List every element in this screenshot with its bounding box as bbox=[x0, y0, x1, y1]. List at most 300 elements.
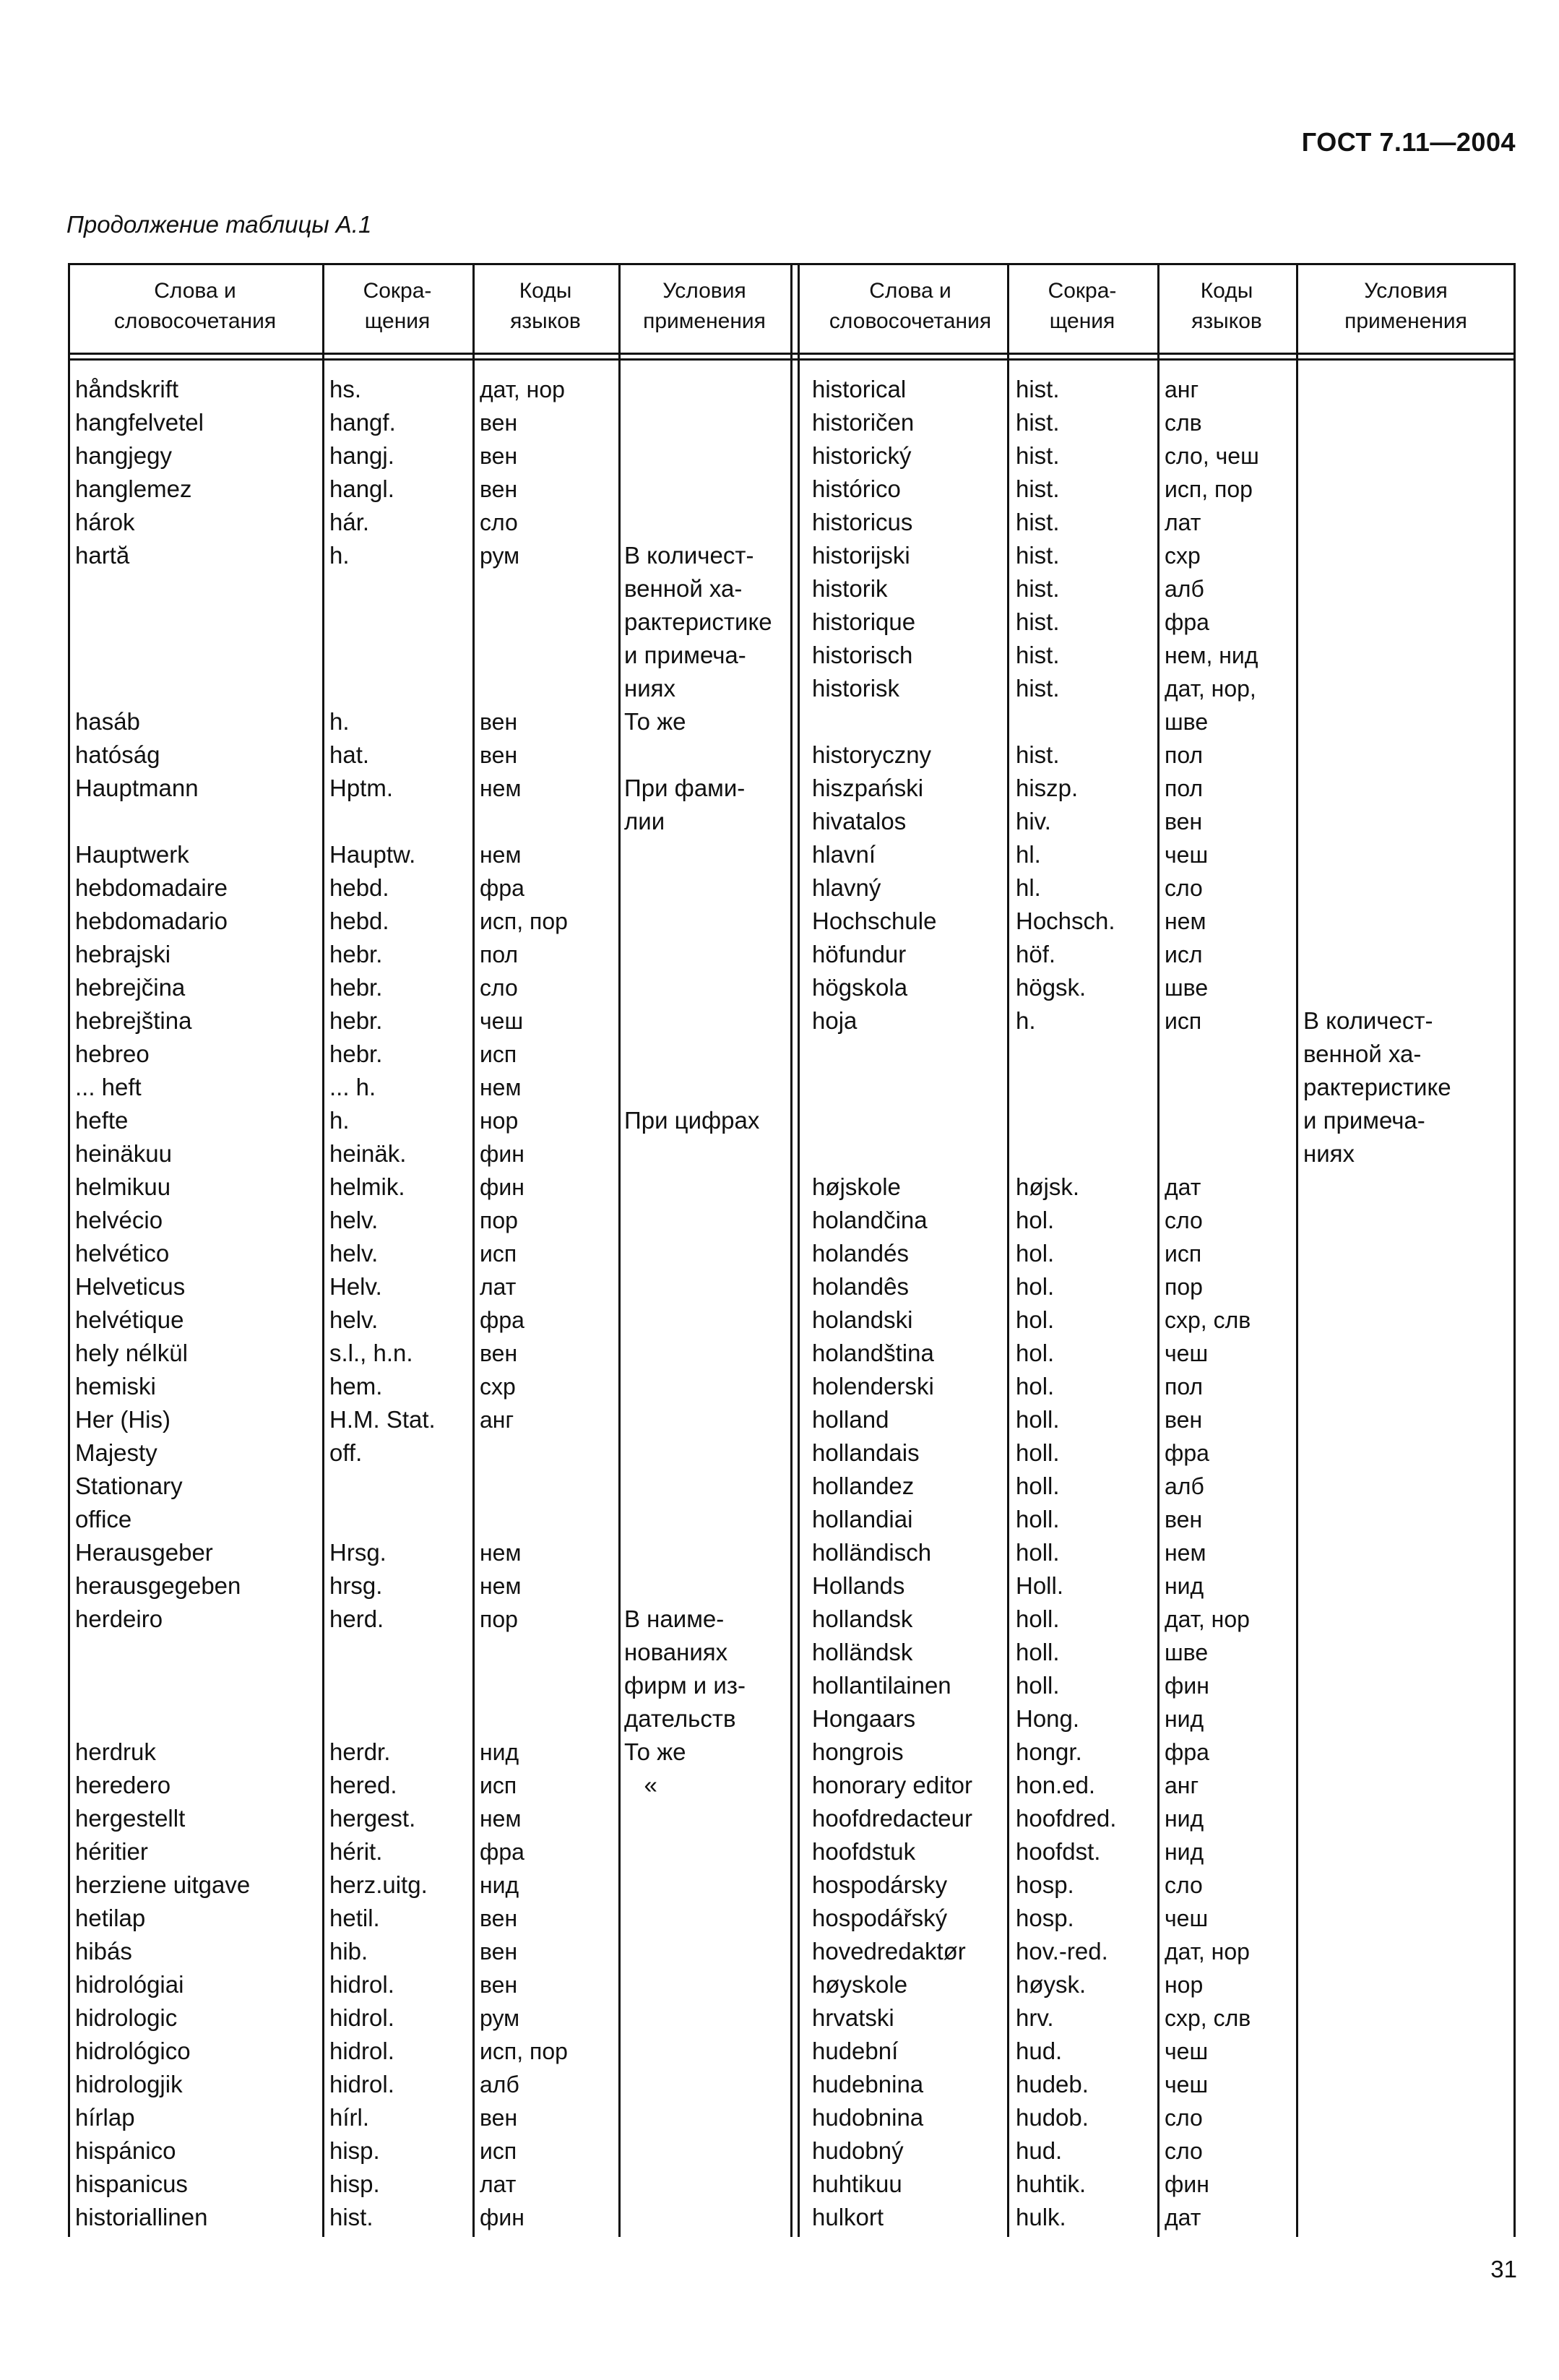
language-code-cell: лат bbox=[1165, 509, 1201, 535]
column-header: Коды языков bbox=[510, 279, 581, 333]
abbreviation-cell: hov.-red. bbox=[1016, 1938, 1108, 1965]
column-divider bbox=[618, 263, 621, 2237]
abbreviation-cell: hidrol. bbox=[329, 2071, 394, 2097]
term-cell: hulkort bbox=[812, 2204, 884, 2230]
language-code-cell: пол bbox=[480, 941, 519, 967]
language-code-cell: дат, нор, bbox=[1165, 676, 1256, 702]
language-code-cell: шве bbox=[1165, 709, 1209, 735]
language-code-cell: фра bbox=[1165, 1739, 1209, 1765]
usage-condition: В количест- венной ха- рактеристике и примеча- ниях bbox=[624, 542, 772, 702]
term-cell: hangfelvetel bbox=[75, 409, 204, 436]
term-cell: holland bbox=[812, 1406, 889, 1433]
abbreviation-cell: Hptm. bbox=[329, 775, 394, 801]
abbreviation-cell: hangf. bbox=[329, 409, 396, 436]
language-code-cell: фра bbox=[480, 875, 524, 901]
language-code-cell: фра bbox=[480, 1307, 524, 1333]
language-code-cell: нем bbox=[480, 1540, 522, 1566]
abbreviation-cell: holl. bbox=[1016, 1506, 1060, 1532]
term-cell: helvécio bbox=[75, 1207, 163, 1233]
column-divider bbox=[798, 263, 800, 2237]
language-code-cell: чеш bbox=[1165, 2071, 1209, 2097]
term-cell: hergestellt bbox=[75, 1805, 186, 1832]
language-code-cell: фра bbox=[1165, 1440, 1209, 1466]
abbreviation-cell: hist. bbox=[1016, 608, 1060, 635]
language-code-cell: нид bbox=[480, 1872, 519, 1898]
term-cell: hidrológiai bbox=[75, 1971, 184, 1998]
language-code-cell: вен bbox=[480, 2105, 518, 2131]
term-cell: hasáb bbox=[75, 708, 140, 735]
term-cell: historický bbox=[812, 442, 912, 469]
abbreviation-cell: h. bbox=[1016, 1007, 1036, 1034]
language-code-cell: рум bbox=[480, 543, 520, 569]
term-cell: historyczny bbox=[812, 741, 932, 768]
term-cell: hebreo bbox=[75, 1040, 150, 1067]
abbreviation-cell: ... h. bbox=[329, 1074, 376, 1100]
language-code-cell: слв bbox=[1165, 410, 1202, 436]
language-code-cell: сло bbox=[1165, 875, 1203, 901]
language-code-cell: нем bbox=[480, 1573, 522, 1599]
term-cell: heinäkuu bbox=[75, 1140, 172, 1167]
term-cell: hanglemez bbox=[75, 475, 192, 502]
term-cell: hongrois bbox=[812, 1738, 904, 1765]
language-code-cell: схр, слв bbox=[1165, 2005, 1251, 2031]
language-code-cell: нем bbox=[480, 775, 522, 801]
term-cell: hospodářský bbox=[812, 1905, 948, 1931]
language-code-cell: вен bbox=[1165, 1407, 1203, 1433]
abbreviation-cell: hisp. bbox=[329, 2137, 380, 2164]
language-code-cell: лат bbox=[480, 1274, 517, 1300]
language-code-cell: сло bbox=[1165, 1872, 1203, 1898]
language-code-cell: сло bbox=[1165, 2138, 1203, 2164]
abbreviation-cell: hol. bbox=[1016, 1306, 1055, 1333]
abbreviation-cell: hist. bbox=[1016, 642, 1060, 668]
abbreviation-cell: hist. bbox=[1016, 741, 1060, 768]
term-cell: hemiski bbox=[75, 1373, 156, 1400]
abbreviation-cell: hebr. bbox=[329, 1007, 383, 1034]
language-code-cell: нид bbox=[1165, 1706, 1204, 1732]
language-code-cell: рум bbox=[480, 2005, 520, 2031]
column-header: Слова и словосочетания bbox=[829, 279, 992, 333]
term-cell: helvético bbox=[75, 1240, 170, 1267]
term-cell: hispanicus bbox=[75, 2170, 188, 2197]
abbreviation-cell: højsk. bbox=[1016, 1173, 1080, 1200]
abbreviation-table bbox=[68, 263, 1516, 2237]
abbreviation-cell: høysk. bbox=[1016, 1971, 1087, 1998]
language-code-cell: исп bbox=[1165, 1241, 1202, 1267]
abbreviation-cell: helv. bbox=[329, 1240, 379, 1267]
term-cell: helmikuu bbox=[75, 1173, 171, 1200]
abbreviation-cell: hosp. bbox=[1016, 1871, 1074, 1898]
term-cell: office bbox=[75, 1506, 132, 1532]
abbreviation-cell: hulk. bbox=[1016, 2204, 1066, 2230]
term-cell: héritier bbox=[75, 1838, 148, 1865]
term-cell: holenderski bbox=[812, 1373, 934, 1400]
abbreviation-cell: hiv. bbox=[1016, 808, 1051, 835]
language-code-cell: фин bbox=[480, 1174, 524, 1200]
abbreviation-cell: hrsg. bbox=[329, 1572, 383, 1599]
language-code-cell: шве bbox=[1165, 1639, 1209, 1665]
language-code-cell: нем, нид bbox=[1165, 642, 1258, 668]
column-header: Условия применения bbox=[1344, 279, 1467, 333]
term-cell: holandês bbox=[812, 1273, 909, 1300]
term-cell: hollantilainen bbox=[812, 1672, 951, 1699]
language-code-cell: вен bbox=[480, 476, 518, 502]
term-cell: hatóság bbox=[75, 741, 160, 768]
term-cell: holandčina bbox=[812, 1207, 928, 1233]
abbreviation-cell: h. bbox=[329, 1107, 350, 1134]
abbreviation-cell: Hong. bbox=[1016, 1705, 1080, 1732]
term-cell: honorary editor bbox=[812, 1772, 972, 1798]
term-cell: hoofdstuk bbox=[812, 1838, 916, 1865]
term-cell: huhtikuu bbox=[812, 2170, 902, 2197]
abbreviation-cell: hisp. bbox=[329, 2170, 380, 2197]
abbreviation-cell: hosp. bbox=[1016, 1905, 1074, 1931]
usage-condition: При цифрах bbox=[624, 1107, 760, 1134]
language-code-cell: схр, слв bbox=[1165, 1307, 1251, 1333]
language-code-cell: сло bbox=[480, 975, 518, 1001]
abbreviation-cell: hírl. bbox=[329, 2104, 370, 2131]
language-code-cell: вен bbox=[1165, 1506, 1203, 1532]
term-cell: herdeiro bbox=[75, 1605, 163, 1632]
usage-condition: При фами- лии bbox=[624, 775, 746, 835]
abbreviation-cell: hoofdred. bbox=[1016, 1805, 1117, 1832]
language-code-cell: вен bbox=[480, 1939, 518, 1965]
language-code-cell: вен bbox=[480, 1905, 518, 1931]
language-code-cell: пор bbox=[480, 1606, 518, 1632]
abbreviation-cell: högsk. bbox=[1016, 974, 1087, 1001]
abbreviation-cell: hud. bbox=[1016, 2137, 1063, 2164]
term-cell: hollandais bbox=[812, 1439, 920, 1466]
term-cell: Helveticus bbox=[75, 1273, 186, 1300]
language-code-cell: вен bbox=[480, 410, 518, 436]
term-cell: hospodársky bbox=[812, 1871, 948, 1898]
abbreviation-cell: off. bbox=[329, 1439, 363, 1466]
language-code-cell: сло bbox=[1165, 2105, 1203, 2131]
language-code-cell: дат bbox=[1165, 2204, 1201, 2230]
language-code-cell: исп bbox=[480, 1772, 517, 1798]
abbreviation-cell: hár. bbox=[329, 509, 370, 535]
term-cell: hollandez bbox=[812, 1473, 915, 1499]
language-code-cell: нид bbox=[1165, 1806, 1204, 1832]
abbreviation-cell: hl. bbox=[1016, 874, 1041, 901]
language-code-cell: фин bbox=[480, 2204, 524, 2230]
language-code-cell: схр bbox=[1165, 543, 1201, 569]
abbreviation-cell: hudob. bbox=[1016, 2104, 1089, 2131]
abbreviation-cell: hongr. bbox=[1016, 1738, 1082, 1765]
abbreviation-cell: hib. bbox=[329, 1938, 368, 1965]
abbreviation-cell: hon.ed. bbox=[1016, 1772, 1096, 1798]
language-code-cell: анг bbox=[1165, 1772, 1199, 1798]
abbreviation-cell: hetil. bbox=[329, 1905, 380, 1931]
language-code-cell: нид bbox=[1165, 1839, 1204, 1865]
term-cell: hudobný bbox=[812, 2137, 904, 2164]
language-code-cell: алб bbox=[1165, 1473, 1204, 1499]
term-cell: hebrejčina bbox=[75, 974, 186, 1001]
language-code-cell: фин bbox=[480, 1141, 524, 1167]
abbreviation-cell: holl. bbox=[1016, 1439, 1060, 1466]
language-code-cell: нор bbox=[480, 1108, 519, 1134]
term-cell: hárok bbox=[75, 509, 135, 535]
abbreviation-cell: hangl. bbox=[329, 475, 394, 502]
language-code-cell: алб bbox=[480, 2071, 519, 2097]
column-header: Сокра- щения bbox=[363, 279, 432, 333]
language-code-cell: нор bbox=[1165, 1972, 1204, 1998]
term-cell: herdruk bbox=[75, 1738, 156, 1765]
language-code-cell: схр bbox=[480, 1374, 516, 1400]
term-cell: hefte bbox=[75, 1107, 129, 1134]
abbreviation-cell: Holl. bbox=[1016, 1572, 1064, 1599]
abbreviation-cell: herdr. bbox=[329, 1738, 391, 1765]
term-cell: heredero bbox=[75, 1772, 171, 1798]
column-divider bbox=[1157, 263, 1159, 2237]
term-cell: høyskole bbox=[812, 1971, 908, 1998]
language-code-cell: дат, нор bbox=[480, 376, 565, 402]
term-cell: Hollands bbox=[812, 1572, 905, 1599]
term-cell: hoofdredacteur bbox=[812, 1805, 972, 1832]
column-divider bbox=[68, 263, 70, 2237]
language-code-cell: исп bbox=[480, 1041, 517, 1067]
abbreviation-cell: hol. bbox=[1016, 1207, 1055, 1233]
term-cell: Majesty bbox=[75, 1439, 157, 1466]
term-cell: herausgegeben bbox=[75, 1572, 241, 1599]
abbreviation-cell: hist. bbox=[1016, 575, 1060, 602]
table-caption: Продолжение таблицы А.1 bbox=[66, 211, 372, 238]
language-code-cell: исп, пор bbox=[480, 908, 568, 934]
abbreviation-cell: hist. bbox=[329, 2204, 373, 2230]
language-code-cell: исп, пор bbox=[1165, 476, 1253, 502]
language-code-cell: пол bbox=[1165, 775, 1204, 801]
language-code-cell: дат bbox=[1165, 1174, 1201, 1200]
abbreviation-cell: hoofdst. bbox=[1016, 1838, 1101, 1865]
term-cell: hudebnina bbox=[812, 2071, 924, 2097]
term-cell: historik bbox=[812, 575, 888, 602]
term-cell: håndskrift bbox=[75, 376, 179, 402]
term-cell: Hauptwerk bbox=[75, 841, 189, 868]
term-cell: hudobnina bbox=[812, 2104, 924, 2131]
term-cell: hebdomadaire bbox=[75, 874, 228, 901]
language-code-cell: чеш bbox=[480, 1008, 524, 1034]
term-cell: hiszpański bbox=[812, 775, 924, 801]
document-code: ГОСТ 7.11—2004 bbox=[1301, 127, 1516, 157]
abbreviation-cell: hidrol. bbox=[329, 2038, 394, 2064]
language-code-cell: лат bbox=[480, 2171, 517, 2197]
abbreviation-cell: hud. bbox=[1016, 2038, 1063, 2064]
abbreviation-cell: hl. bbox=[1016, 841, 1041, 868]
language-code-cell: фин bbox=[1165, 2171, 1209, 2197]
term-cell: historijski bbox=[812, 542, 910, 569]
language-code-cell: пор bbox=[1165, 1274, 1203, 1300]
term-cell: Stationary bbox=[75, 1473, 183, 1499]
abbreviation-cell: hol. bbox=[1016, 1273, 1055, 1300]
language-code-cell: исп bbox=[480, 2138, 517, 2164]
language-code-cell: исп, пор bbox=[480, 2038, 568, 2064]
usage-condition: В количест- венной ха- рактеристике и примеча- ниях bbox=[1303, 1007, 1451, 1167]
term-cell: højskole bbox=[812, 1173, 901, 1200]
term-cell: hispánico bbox=[75, 2137, 176, 2164]
language-code-cell: чеш bbox=[1165, 1340, 1209, 1366]
term-cell: hebrajski bbox=[75, 941, 171, 967]
term-cell: historisch bbox=[812, 642, 913, 668]
term-cell: historical bbox=[812, 376, 907, 402]
abbreviation-cell: s.l., h.n. bbox=[329, 1340, 413, 1366]
term-cell: Her (His) bbox=[75, 1406, 170, 1433]
term-cell: hollandiai bbox=[812, 1506, 913, 1532]
language-code-cell: нем bbox=[480, 1074, 522, 1100]
language-code-cell: нид bbox=[480, 1739, 519, 1765]
abbreviation-cell: hist. bbox=[1016, 675, 1060, 702]
language-code-cell: фра bbox=[480, 1839, 524, 1865]
language-code-cell: пол bbox=[1165, 1374, 1204, 1400]
abbreviation-cell: helv. bbox=[329, 1207, 379, 1233]
abbreviation-cell: holl. bbox=[1016, 1406, 1060, 1433]
term-cell: holandés bbox=[812, 1240, 909, 1267]
language-code-cell: сло bbox=[480, 509, 518, 535]
term-cell: holländisch bbox=[812, 1539, 932, 1566]
language-code-cell: нид bbox=[1165, 1573, 1204, 1599]
abbreviation-cell: Helv. bbox=[329, 1273, 382, 1300]
abbreviation-cell: holl. bbox=[1016, 1605, 1060, 1632]
language-code-cell: вен bbox=[480, 1340, 518, 1366]
abbreviation-cell: heinäk. bbox=[329, 1140, 407, 1167]
term-cell: Hongaars bbox=[812, 1705, 916, 1732]
abbreviation-cell: hist. bbox=[1016, 409, 1060, 436]
term-cell: hebdomadario bbox=[75, 907, 228, 934]
language-code-cell: сло bbox=[1165, 1207, 1203, 1233]
language-code-cell: нем bbox=[480, 842, 522, 868]
term-cell: hrvatski bbox=[812, 2004, 894, 2031]
column-header: Условия применения bbox=[643, 279, 766, 333]
term-cell: hely nélkül bbox=[75, 1340, 188, 1366]
term-cell: höfundur bbox=[812, 941, 907, 967]
language-code-cell: нем bbox=[1165, 908, 1206, 934]
language-code-cell: нем bbox=[480, 1806, 522, 1832]
term-cell: historisk bbox=[812, 675, 900, 702]
usage-condition: То же bbox=[624, 708, 686, 735]
term-cell: herziene uitgave bbox=[75, 1871, 251, 1898]
term-cell: Herausgeber bbox=[75, 1539, 213, 1566]
abbreviation-cell: h. bbox=[329, 708, 350, 735]
abbreviation-cell: Hrsg. bbox=[329, 1539, 386, 1566]
language-code-cell: пол bbox=[1165, 742, 1204, 768]
abbreviation-cell: hebr. bbox=[329, 974, 383, 1001]
abbreviation-cell: hergest. bbox=[329, 1805, 416, 1832]
abbreviation-cell: holl. bbox=[1016, 1672, 1060, 1699]
term-cell: historičen bbox=[812, 409, 915, 436]
abbreviation-cell: herz.uitg. bbox=[329, 1871, 428, 1898]
language-code-cell: дат, нор bbox=[1165, 1939, 1250, 1965]
abbreviation-cell: hebr. bbox=[329, 941, 383, 967]
column-header: Слова и словосочетания bbox=[113, 279, 277, 333]
term-cell: hollandsk bbox=[812, 1605, 913, 1632]
language-code-cell: чеш bbox=[1165, 1905, 1209, 1931]
abbreviation-cell: hrv. bbox=[1016, 2004, 1054, 2031]
abbreviation-cell: hebd. bbox=[329, 907, 389, 934]
term-cell: hivatalos bbox=[812, 808, 907, 835]
abbreviation-cell: hered. bbox=[329, 1772, 397, 1798]
language-code-cell: нем bbox=[1165, 1540, 1206, 1566]
abbreviation-cell: hs. bbox=[329, 376, 362, 402]
language-code-cell: вен bbox=[480, 709, 518, 735]
term-cell: holandština bbox=[812, 1340, 934, 1366]
term-cell: hebrejština bbox=[75, 1007, 192, 1034]
term-cell: historique bbox=[812, 608, 916, 635]
term-cell: hetilap bbox=[75, 1905, 146, 1931]
term-cell: histórico bbox=[812, 475, 901, 502]
term-cell: holländsk bbox=[812, 1639, 913, 1665]
term-cell: Hauptmann bbox=[75, 775, 199, 801]
abbreviation-cell: hidrol. bbox=[329, 2004, 394, 2031]
term-cell: helvétique bbox=[75, 1306, 184, 1333]
term-cell: hírlap bbox=[75, 2104, 135, 2131]
abbreviation-cell: hiszp. bbox=[1016, 775, 1079, 801]
abbreviation-cell: hol. bbox=[1016, 1240, 1055, 1267]
abbreviation-cell: hem. bbox=[329, 1373, 383, 1400]
abbreviation-cell: helmik. bbox=[329, 1173, 405, 1200]
term-cell: historiallinen bbox=[75, 2204, 208, 2230]
abbreviation-cell: holl. bbox=[1016, 1639, 1060, 1665]
language-code-cell: анг bbox=[480, 1407, 514, 1433]
language-code-cell: исп bbox=[1165, 1008, 1202, 1034]
language-code-cell: вен bbox=[480, 742, 518, 768]
column-divider bbox=[322, 263, 324, 2237]
usage-condition: В наиме- нованиях фирм и из- дательств bbox=[624, 1605, 746, 1732]
language-code-cell: исл bbox=[1165, 941, 1203, 967]
abbreviation-cell: hist. bbox=[1016, 542, 1060, 569]
term-cell: hidrologic bbox=[75, 2004, 178, 2031]
language-code-cell: вен bbox=[1165, 809, 1203, 835]
language-code-cell: чеш bbox=[1165, 842, 1209, 868]
column-header: Коды языков bbox=[1191, 279, 1262, 333]
language-code-cell: алб bbox=[1165, 576, 1204, 602]
usage-condition: « bbox=[624, 1772, 657, 1798]
abbreviation-cell: hist. bbox=[1016, 475, 1060, 502]
language-code-cell: сло, чеш bbox=[1165, 443, 1259, 469]
abbreviation-cell: hist. bbox=[1016, 442, 1060, 469]
language-code-cell: вен bbox=[480, 443, 518, 469]
usage-condition: То же bbox=[624, 1738, 686, 1765]
term-cell: holandski bbox=[812, 1306, 913, 1333]
abbreviation-cell: Hauptw. bbox=[329, 841, 416, 868]
language-code-cell: фин bbox=[1165, 1673, 1209, 1699]
term-cell: ... heft bbox=[75, 1074, 142, 1100]
term-cell: hidrológico bbox=[75, 2038, 191, 2064]
abbreviation-cell: Hochsch. bbox=[1016, 907, 1115, 934]
abbreviation-cell: hebr. bbox=[329, 1040, 383, 1067]
term-cell: hartă bbox=[75, 542, 130, 569]
language-code-cell: дат, нор bbox=[1165, 1606, 1250, 1632]
abbreviation-cell: h. bbox=[329, 542, 350, 569]
abbreviation-cell: hudeb. bbox=[1016, 2071, 1089, 2097]
term-cell: hlavní bbox=[812, 841, 876, 868]
abbreviation-cell: H.M. Stat. bbox=[329, 1406, 436, 1433]
column-divider bbox=[1513, 263, 1516, 2237]
language-code-cell: шве bbox=[1165, 975, 1209, 1001]
term-cell: hangjegy bbox=[75, 442, 172, 469]
abbreviation-cell: hangj. bbox=[329, 442, 394, 469]
term-cell: historicus bbox=[812, 509, 913, 535]
abbreviation-cell: hidrol. bbox=[329, 1971, 394, 1998]
abbreviation-cell: hat. bbox=[329, 741, 370, 768]
language-code-cell: фра bbox=[1165, 609, 1209, 635]
abbreviation-cell: holl. bbox=[1016, 1539, 1060, 1566]
abbreviation-cell: hol. bbox=[1016, 1340, 1055, 1366]
language-code-cell: исп bbox=[480, 1241, 517, 1267]
column-divider bbox=[1296, 263, 1298, 2237]
term-cell: hlavný bbox=[812, 874, 881, 901]
term-cell: hovedredaktør bbox=[812, 1938, 966, 1965]
column-divider bbox=[472, 263, 475, 2237]
abbreviation-cell: hist. bbox=[1016, 509, 1060, 535]
